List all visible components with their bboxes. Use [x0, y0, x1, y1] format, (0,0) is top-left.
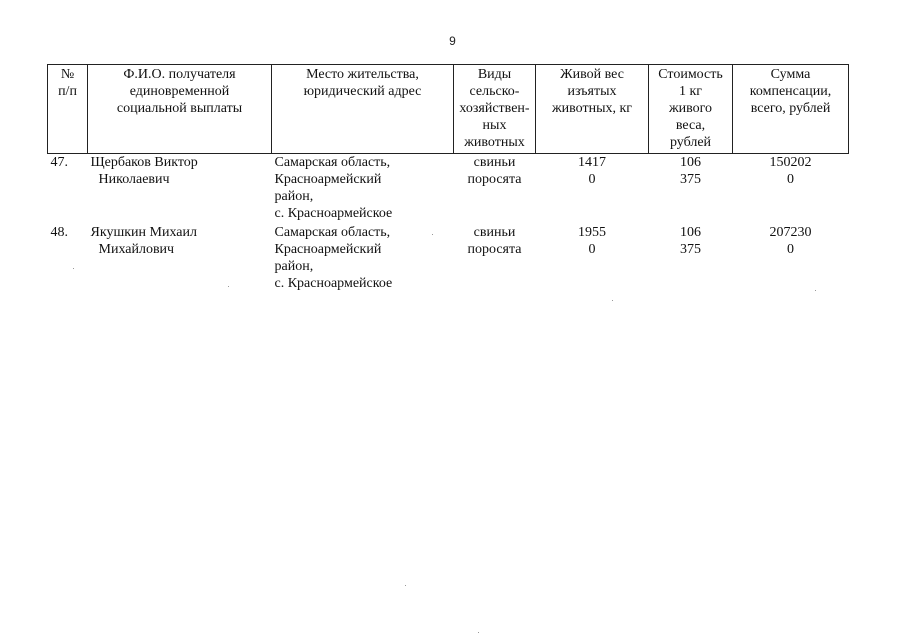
- recipient-address: Самарская область, Красноармейский район, с. Красноармейское: [274, 225, 393, 291]
- price-per-kg: 106 375: [680, 225, 701, 257]
- live-weight: 1417 0: [578, 155, 606, 187]
- row-number: 48.: [50, 225, 68, 240]
- header-name: Ф.И.О. получателя единовременной социальной выплаты: [88, 65, 272, 154]
- table-row: [48, 224, 849, 294]
- compensation-table: [47, 64, 849, 294]
- header-total: Сумма компенсации, всего, рублей: [733, 65, 849, 154]
- row-number: 47.: [50, 155, 68, 170]
- scan-speck: [815, 290, 816, 291]
- header-price: Стоимость 1 кг живого веса, рублей: [649, 65, 733, 154]
- table-header-row: [48, 65, 849, 154]
- scan-speck: [432, 234, 433, 235]
- header-num: № п/п: [48, 65, 88, 154]
- compensation-total: 150202 0: [769, 155, 812, 187]
- header-weight: Живой вес изъятых животных, кг: [536, 65, 649, 154]
- compensation-total: 207230 0: [769, 225, 812, 257]
- scan-speck: [405, 585, 406, 586]
- scan-speck: [228, 286, 229, 287]
- animal-types: свиньи поросята: [467, 225, 522, 257]
- header-animals: Виды сельско- хозяйствен- ных животных: [454, 65, 536, 154]
- animal-types: свиньи поросята: [467, 155, 522, 187]
- recipient-name: Щербаков Виктор Николаевич: [90, 155, 198, 187]
- header-address: Место жительства, юридический адрес: [272, 65, 454, 154]
- table-row: [48, 154, 849, 225]
- live-weight: 1955 0: [578, 225, 606, 257]
- recipient-name: Якушкин Михаил Михайлович: [90, 225, 197, 257]
- recipient-address: Самарская область, Красноармейский район, с. Красноармейское: [274, 155, 393, 221]
- scan-speck: [478, 632, 479, 633]
- page-number: 9: [449, 34, 456, 48]
- scan-speck: [73, 268, 74, 269]
- price-per-kg: 106 375: [680, 155, 701, 187]
- scan-speck: [612, 300, 613, 301]
